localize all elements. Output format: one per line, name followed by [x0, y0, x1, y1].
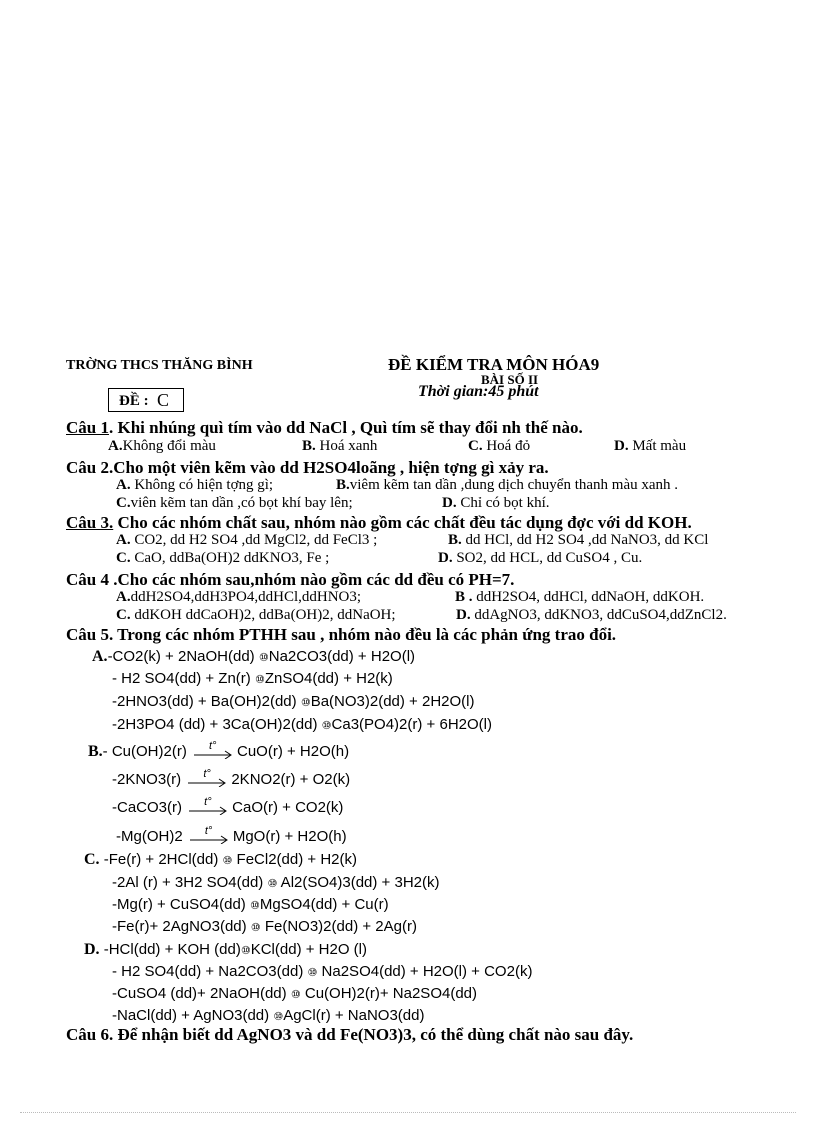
question-2-label: Câu 2 — [66, 458, 109, 477]
q5-group-c-eq2: -2Al (r) + 3H2 SO4(dd) ⑩ Al2(SO4)3(dd) + 3H2(k) — [112, 874, 440, 891]
heat-arrow-icon: t° — [190, 830, 230, 844]
question-4-text: .Cho các nhóm sau,nhóm nào gồm các dd đều có PH=7. — [108, 570, 515, 589]
heat-arrow-icon: t° — [188, 773, 228, 787]
q3-option-a: A. CO2, dd H2 SO4 ,dd MgCl2, dd FeCl3 ; — [116, 532, 378, 548]
q5-group-a-eq3: -2HNO3(dd) + Ba(OH)2(dd) ⑩Ba(NO3)2(dd) + 2H2O(l) — [112, 693, 475, 710]
q2-option-d: D. Chỉ có bọt khí. — [442, 495, 550, 511]
question-2 — [66, 458, 549, 478]
q5-group-d-eq2: - H2 SO4(dd) + Na2CO3(dd) ⑩ Na2SO4(dd) + H2O(l) + CO2(k) — [112, 963, 533, 980]
question-4 — [66, 570, 514, 590]
q5-group-a-eq4: -2H3PO4 (dd) + 3Ca(OH)2(dd) ⑩Ca3(PO4)2(r) + 6H2O(l) — [112, 716, 492, 733]
question-6 — [66, 1025, 633, 1045]
reaction-arrow-icon: ⑩ — [300, 696, 311, 709]
exam-title: ĐỀ KIỂM TRA MÔN HÓA9 — [388, 355, 600, 374]
q5-group-b-eq4: -Mg(OH)2 t° MgO(r) + H2O(h) — [116, 825, 347, 845]
q3-option-c: C. CaO, ddBa(OH)2 ddKNO3, Fe ; — [116, 550, 330, 566]
reaction-arrow-icon: ⑩ — [222, 854, 233, 867]
q4-option-b: B . ddH2SO4, ddHCl, ddNaOH, ddKOH. — [455, 589, 705, 605]
exam-code-value: C — [157, 390, 170, 410]
q5-group-d-eq3: -CuSO4 (dd)+ 2NaOH(dd) ⑩ Cu(OH)2(r)+ Na2SO4(dd) — [112, 985, 477, 1002]
question-4-label: Câu 4 — [66, 570, 109, 589]
reaction-arrow-icon: ⑩ — [267, 877, 278, 890]
q5-group-c-eq3: -Mg(r) + CuSO4(dd) ⑩MgSO4(dd) + Cu(r) — [112, 896, 389, 913]
q1-option-d: D. Mất màu — [614, 438, 687, 454]
exam-code-label: ĐỀ : — [119, 393, 149, 409]
heat-arrow-icon: t° — [189, 801, 229, 815]
q1-option-b: B. Hoá xanh — [302, 438, 378, 454]
question-2-text: .Cho một viên kẽm vào dd H2SO4loãng , hiện tợng gì xảy ra. — [108, 458, 549, 477]
q5-group-d-eq1: D. -HCl(dd) + KOH (dd)⑩KCl(dd) + H2O (l) — [84, 941, 367, 958]
q5-group-b-eq2: -2KNO3(r) t° 2KNO2(r) + O2(k) — [112, 768, 351, 788]
question-1 — [66, 418, 583, 438]
q3-option-d: D. SO2, dd HCL, dd CuSO4 , Cu. — [438, 550, 643, 566]
heat-arrow-icon: t° — [194, 745, 234, 759]
q5-group-d-eq4: -NaCl(dd) + AgNO3(dd) ⑩AgCl(r) + NaNO3(dd) — [112, 1007, 425, 1024]
q2-option-c: C.viên kẽm tan dần ,có bọt khí bay lên; — [116, 495, 353, 511]
reaction-arrow-icon: ⑩ — [258, 651, 269, 664]
question-3-label: Câu 3. — [66, 513, 114, 532]
question-3-text: Cho các nhóm chất sau, nhóm nào gồm các chất đều tác dụng đợc với dd KOH. — [113, 513, 692, 532]
reaction-arrow-icon: ⑩ — [307, 966, 318, 979]
exam-code-box — [108, 388, 184, 412]
question-1-text: . Khi nhúng quì tím vào dd NaCl , Quì tím sẽ thay đổi nh thế nào. — [108, 418, 583, 437]
question-1-label: Câu 1 — [66, 418, 109, 437]
reaction-arrow-icon: ⑩ — [254, 673, 265, 686]
q2-option-a: A. Không có hiện tợng gì; — [116, 477, 274, 493]
question-5 — [66, 625, 616, 645]
q2-option-b: B.viêm kẽm tan dần ,dung dịch chuyển thanh màu xanh . — [336, 477, 679, 493]
reaction-arrow-icon: ⑩ — [321, 719, 332, 732]
school-name: TRỜNG THCS THĂNG BÌNH — [66, 358, 253, 373]
question-5-label: Câu 5 — [66, 625, 109, 644]
q5-group-c-eq1: C. -Fe(r) + 2HCl(dd) ⑩ FeCl2(dd) + H2(k) — [84, 851, 357, 868]
q4-option-c: C. ddKOH ddCaOH)2, ddBa(OH)2, ddNaOH; — [116, 607, 396, 623]
exam-time: Thời gian:45 phút — [418, 383, 539, 400]
q5-group-b-eq1: B.- Cu(OH)2(r) t° CuO(r) + H2O(h) — [88, 740, 350, 760]
reaction-arrow-icon: ⑩ — [240, 944, 251, 957]
reaction-arrow-icon: ⑩ — [273, 1010, 284, 1023]
q1-option-a: A.Không đổi màu — [108, 438, 216, 454]
reaction-arrow-icon: ⑩ — [250, 921, 261, 934]
test-number: BÀI SỐ II — [481, 372, 539, 387]
page-bottom-border — [20, 1112, 796, 1113]
question-6-text: . Để nhận biết dd AgNO3 và dd Fe(NO3)3, có thể dùng chất nào sau đây. — [108, 1025, 634, 1044]
q5-group-a-eq1: A.-CO2(k) + 2NaOH(dd) ⑩Na2CO3(dd) + H2O(l) — [92, 648, 416, 665]
reaction-arrow-icon: ⑩ — [249, 899, 260, 912]
q5-group-c-eq4: -Fe(r)+ 2AgNO3(dd) ⑩ Fe(NO3)2(dd) + 2Ag(r) — [112, 918, 417, 935]
q3-option-b: B. dd HCl, dd H2 SO4 ,dd NaNO3, dd KCl — [448, 532, 709, 548]
question-6-label: Câu 6 — [66, 1025, 109, 1044]
q5-group-a-eq2: - H2 SO4(dd) + Zn(r) ⑩ZnSO4(dd) + H2(k) — [112, 670, 393, 687]
question-5-text: . Trong các nhóm PTHH sau , nhóm nào đều là các phản ứng trao đổi. — [108, 625, 617, 644]
q4-option-d: D. ddAgNO3, ddKNO3, ddCuSO4,ddZnCl2. — [456, 607, 727, 623]
reaction-arrow-icon: ⑩ — [290, 988, 301, 1001]
question-3 — [66, 513, 692, 533]
q4-option-a: A.ddH2SO4,ddH3PO4,ddHCl,ddHNO3; — [116, 589, 362, 605]
q1-option-c: C. Hoá đỏ — [468, 438, 531, 454]
q5-group-b-eq3: -CaCO3(r) t° CaO(r) + CO2(k) — [112, 796, 344, 816]
